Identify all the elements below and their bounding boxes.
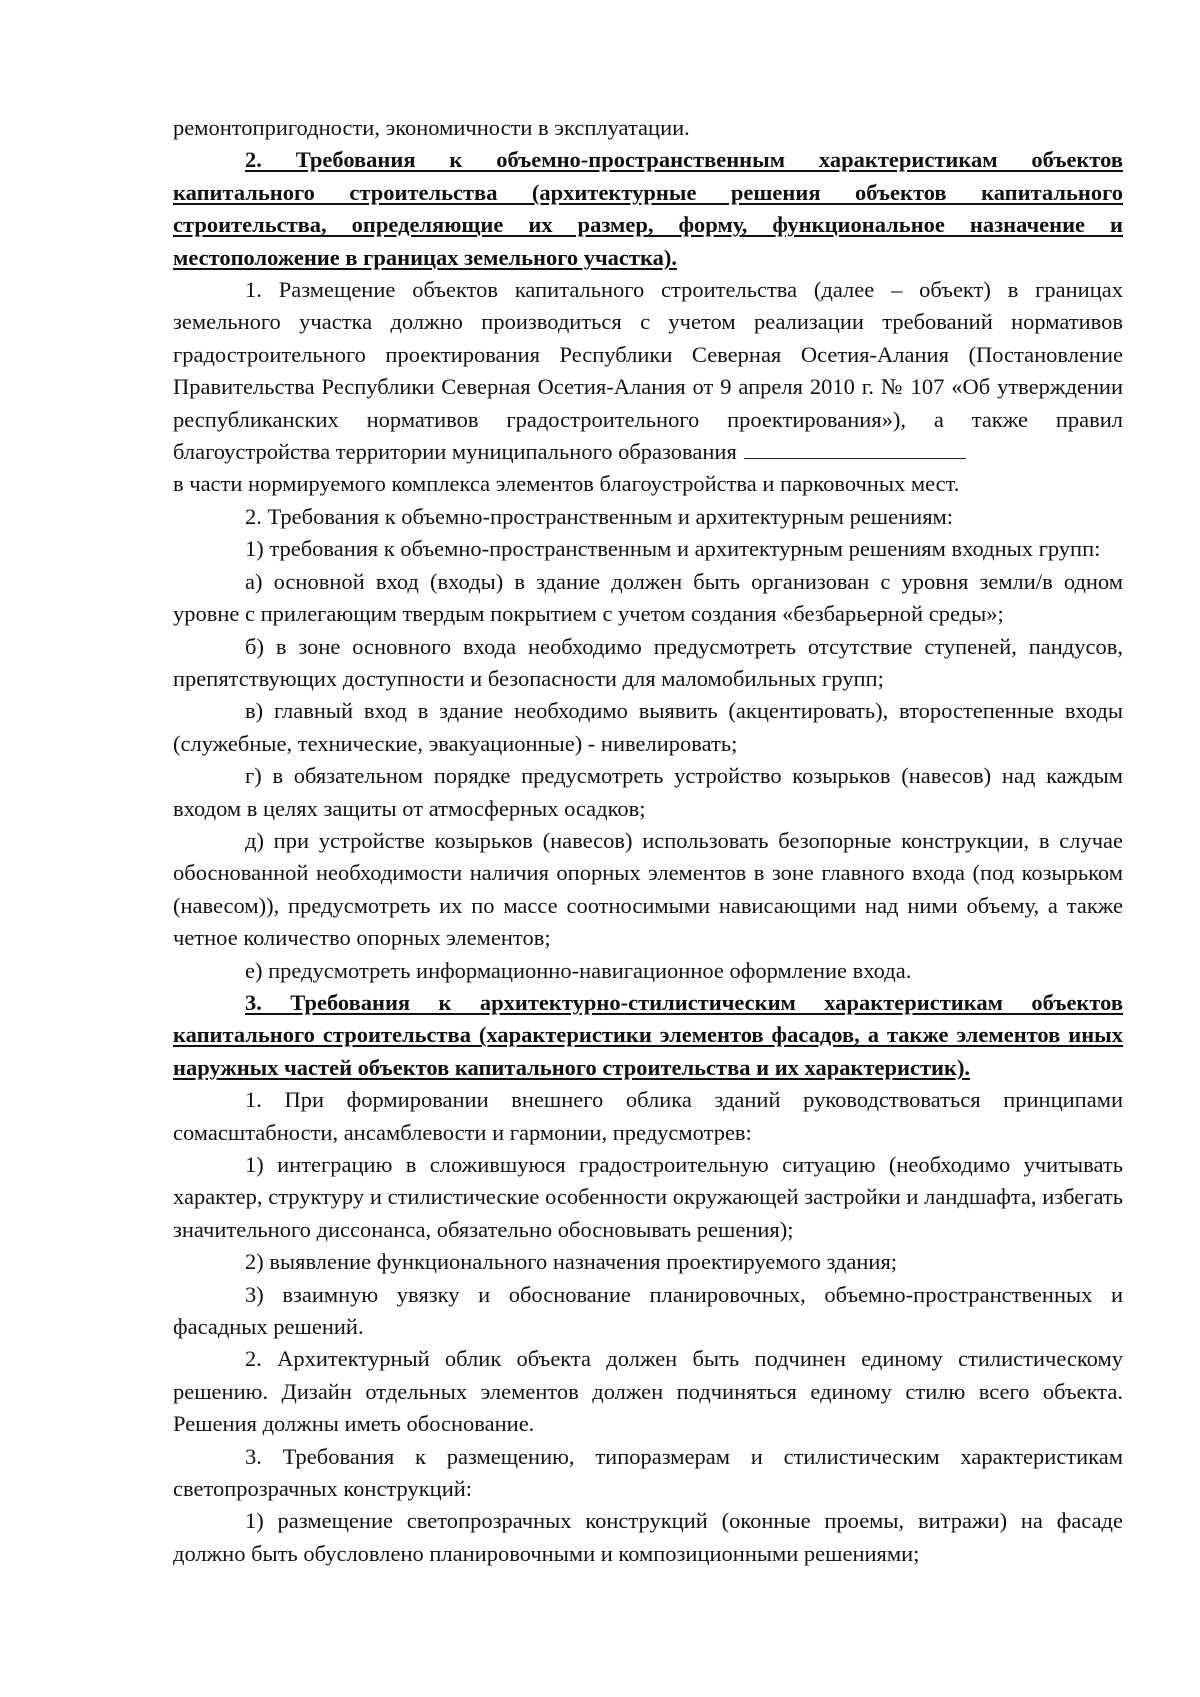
paragraph-item-v: в) главный вход в здание необходимо выявить (акцентировать), второстепенные входы (служебные, технические, эвакуационные) - нивелировать; xyxy=(173,698,1123,756)
paragraph-3-3-1: 1) размещение светопрозрачных конструкций (оконные проемы, витражи) на фасаде должно быть обусловлено планировочными и композиционными решениями; xyxy=(173,1508,1123,1566)
paragraph-2-2: 2. Требования к объемно-пространственным и архитектурным решениям: xyxy=(245,503,954,529)
paragraph-item-b: б) в зоне основного входа необходимо предусмотреть отсутствие ступеней, пандусов, препятствующих доступности и безопасности для маломобильных групп; xyxy=(173,633,1123,691)
paragraph-2-2-1: 1) требования к объемно-пространственным и архитектурным решениям входных групп: xyxy=(245,536,1101,562)
document-page xyxy=(173,112,1123,1570)
paragraph-3-2: 2. Архитектурный облик объекта должен быть подчинен единому стилистическому решению. Дизайн отдельных элементов должен подчиняться единому стилю всего объекта. Решения должны иметь обоснование. xyxy=(173,1346,1123,1437)
paragraph-2-1-continuation: в части нормируемого комплекса элементов благоустройства и парковочных мест. xyxy=(173,471,960,497)
paragraph-3-1-3: 3) взаимную увязку и обоснование планировочных, объемно-пространственных и фасадных решений. xyxy=(173,1281,1123,1340)
paragraph-2-1-text: 1. Размещение объектов капитального строительства (далее – объект) в границах земельного участка должно производиться с учетом реализации требований нормативов градостроительного проектирования Республики Северная Осетия-Алания (Постановление Правительства Республики Северная Осетия-Алания от 9 апреля 2010 г. № 107 «Об утверждении республиканских нормативов градостроительного проектирования»), а также правил благоустройства территории муниципального образования xyxy=(173,277,1123,465)
paragraph-continuation: ремонтопригодности, экономичности в эксплуатации. xyxy=(173,115,690,140)
paragraph-3-1-1: 1) интеграцию в сложившуюся градостроительную ситуацию (необходимо учитывать характер, структуру и стилистические особенности окружающей застройки и ландшафта, избегать значительного диссонанса, обязательно обосновывать решения); xyxy=(173,1152,1123,1242)
blank-fill-line xyxy=(744,438,966,459)
paragraph-item-d: д) при устройстве козырьков (навесов) использовать безопорные конструкции, в случае обоснованной необходимости наличия опорных элементов в зоне главного входа (под козырьком (навесом)), предусмотреть их по массе соотносимыми нависающими над ними объему, а также четное количество опорных элементов; xyxy=(173,827,1123,951)
paragraph-3-3: 3. Требования к размещению, типоразмерам и стилистическим характеристикам светопрозрачных конструкций: xyxy=(173,1443,1123,1502)
section-3-heading: 3. Требования к архитектурно-стилистическим характеристикам объектов капитального строительства (характеристики элементов фасадов, а также элементов иных наружных частей объектов капитального строительства и их характеристик). xyxy=(173,989,1123,1080)
paragraph-item-e: е) предусмотреть информационно-навигационное оформление входа. xyxy=(245,957,912,983)
paragraph-2-1 xyxy=(173,274,1123,468)
paragraph-item-g: г) в обязательном порядке предусмотреть устройство козырьков (навесов) над каждым входом в целях защиты от атмосферных осадков; xyxy=(173,763,1123,821)
paragraph-3-1-2: 2) выявление функционального назначения проектируемого здания; xyxy=(245,1249,898,1275)
paragraph-item-a: а) основной вход (входы) в здание должен быть организован с уровня земли/в одном уровне с прилегающим твердым покрытием с учетом создания «безбарьерной среды»; xyxy=(173,568,1123,627)
section-2-heading: 2. Требования к объемно-пространственным характеристикам объектов капитального строительства (архитектурные решения объектов капитального строительства, определяющие их размер, форму, функциональное назначение и местоположение в границах земельного участка). xyxy=(173,147,1123,270)
paragraph-3-1: 1. При формировании внешнего облика зданий руководствоваться принципами сомасштабности, ансамблевости и гармонии, предусмотрев: xyxy=(173,1087,1123,1145)
